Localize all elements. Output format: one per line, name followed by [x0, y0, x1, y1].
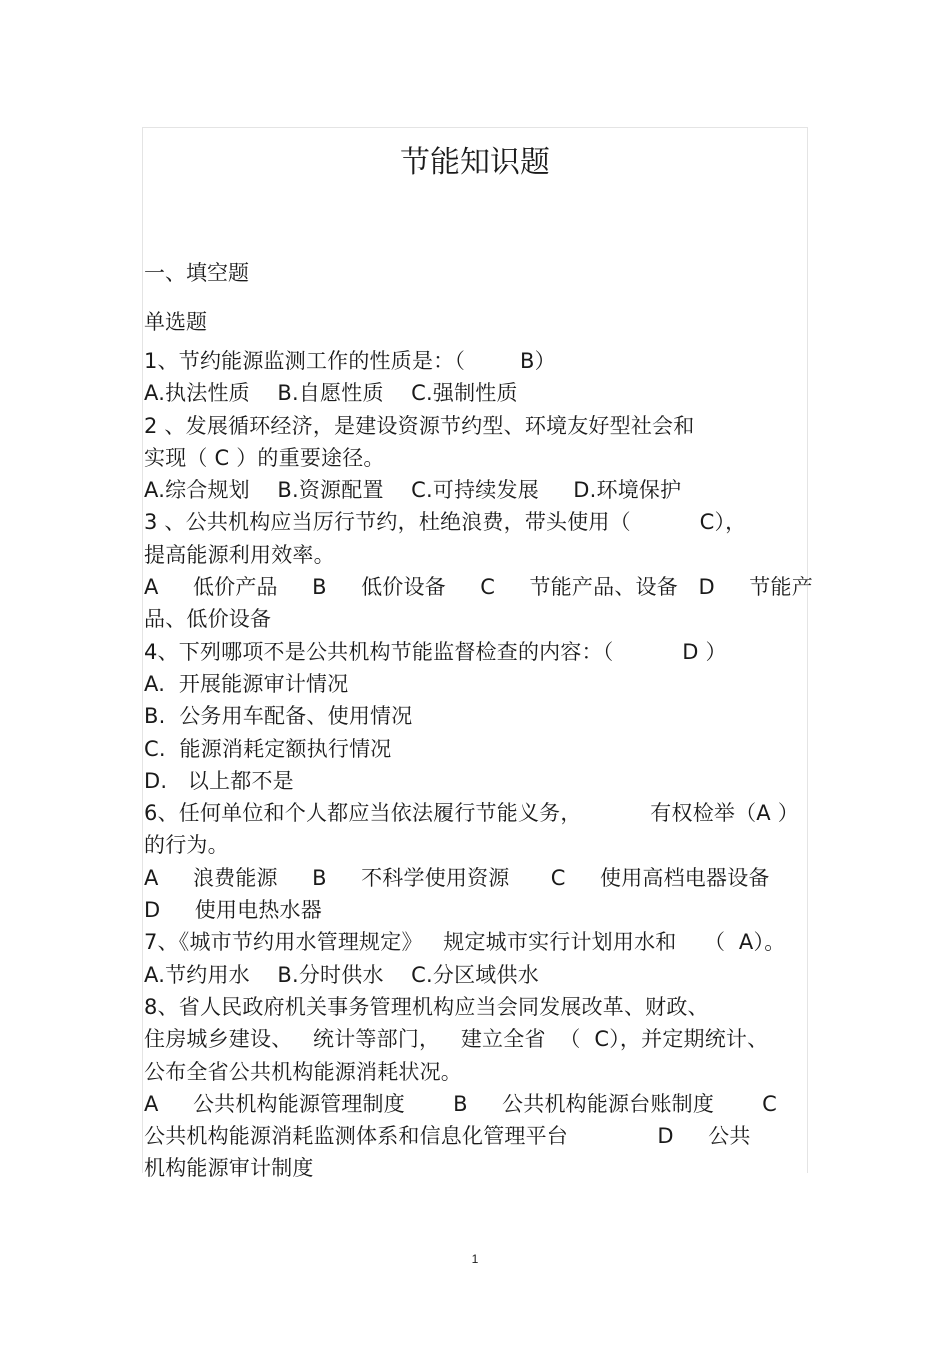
text-line: 公共机构能源消耗监测体系和信息化管理平台 D 公共	[144, 1124, 751, 1149]
text-line: 2 、发展循环经济，是建设资源节约型、环境友好型社会和	[144, 413, 695, 438]
text-line: A.节约用水 B.分时供水 C.分区域供水	[144, 962, 539, 987]
text-line: 4、下列哪项不是公共机构节能监督检查的内容：（ D ）	[144, 639, 727, 664]
text-line: 8、省人民政府机关事务管理机构应当会同发展改革、财政、	[144, 994, 709, 1019]
text-line: D. 以上都不是	[144, 768, 294, 793]
section-heading: 一、填空题	[144, 261, 249, 285]
text-line: 品、低价设备	[144, 607, 272, 632]
text-line: B. 公务用车配备、使用情况	[144, 704, 413, 729]
text-line: 公布全省公共机构能源消耗状况。	[144, 1059, 462, 1084]
text-line: A 公共机构能源管理制度 B 公共机构能源台账制度 C	[144, 1091, 778, 1116]
text-line: 7、《城市节约用水管理规定》 规定城市实行计划用水和 （ A）。	[144, 930, 786, 955]
text-line: A. 开展能源审计情况	[144, 671, 349, 696]
text-line: 实现（ C ）的重要途径。	[144, 445, 385, 470]
text-line: D 使用电热水器	[144, 898, 322, 923]
text-line: 的行为。	[144, 833, 229, 858]
text-line: 3 、公共机构应当厉行节约，杜绝浪费，带头使用（ C），	[144, 510, 747, 535]
question-list	[144, 345, 814, 1185]
text-line: 1、节约能源监测工作的性质是：（ B）	[144, 349, 556, 373]
text-line: 住房城乡建设、 统计等部门， 建立全省 （ C），并定期统计、	[144, 1027, 769, 1052]
document-content	[144, 127, 814, 1181]
text-line: 6、任何单位和个人都应当依法履行节能义务， 有权检举（A ）	[144, 801, 799, 826]
text-line: A.综合规划 B.资源配置 C.可持续发展 D.环境保护	[144, 478, 682, 503]
sub-heading: 单选题	[144, 310, 207, 334]
text-line: A 浪费能源 B 不科学使用资源 C 使用高档电器设备	[144, 865, 770, 890]
text-line: 提高能源利用效率。	[144, 542, 335, 567]
text-line: C. 能源消耗定额执行情况	[144, 736, 392, 761]
document-title: 节能知识题	[400, 145, 550, 180]
text-line: A 低价产品 B 低价设备 C 节能产品、设备 D 节能产	[144, 575, 813, 600]
page-number: 1	[471, 1252, 479, 1266]
text-line: 机构能源审计制度	[144, 1156, 314, 1181]
text-line: A.执法性质 B.自愿性质 C.强制性质	[144, 381, 518, 406]
